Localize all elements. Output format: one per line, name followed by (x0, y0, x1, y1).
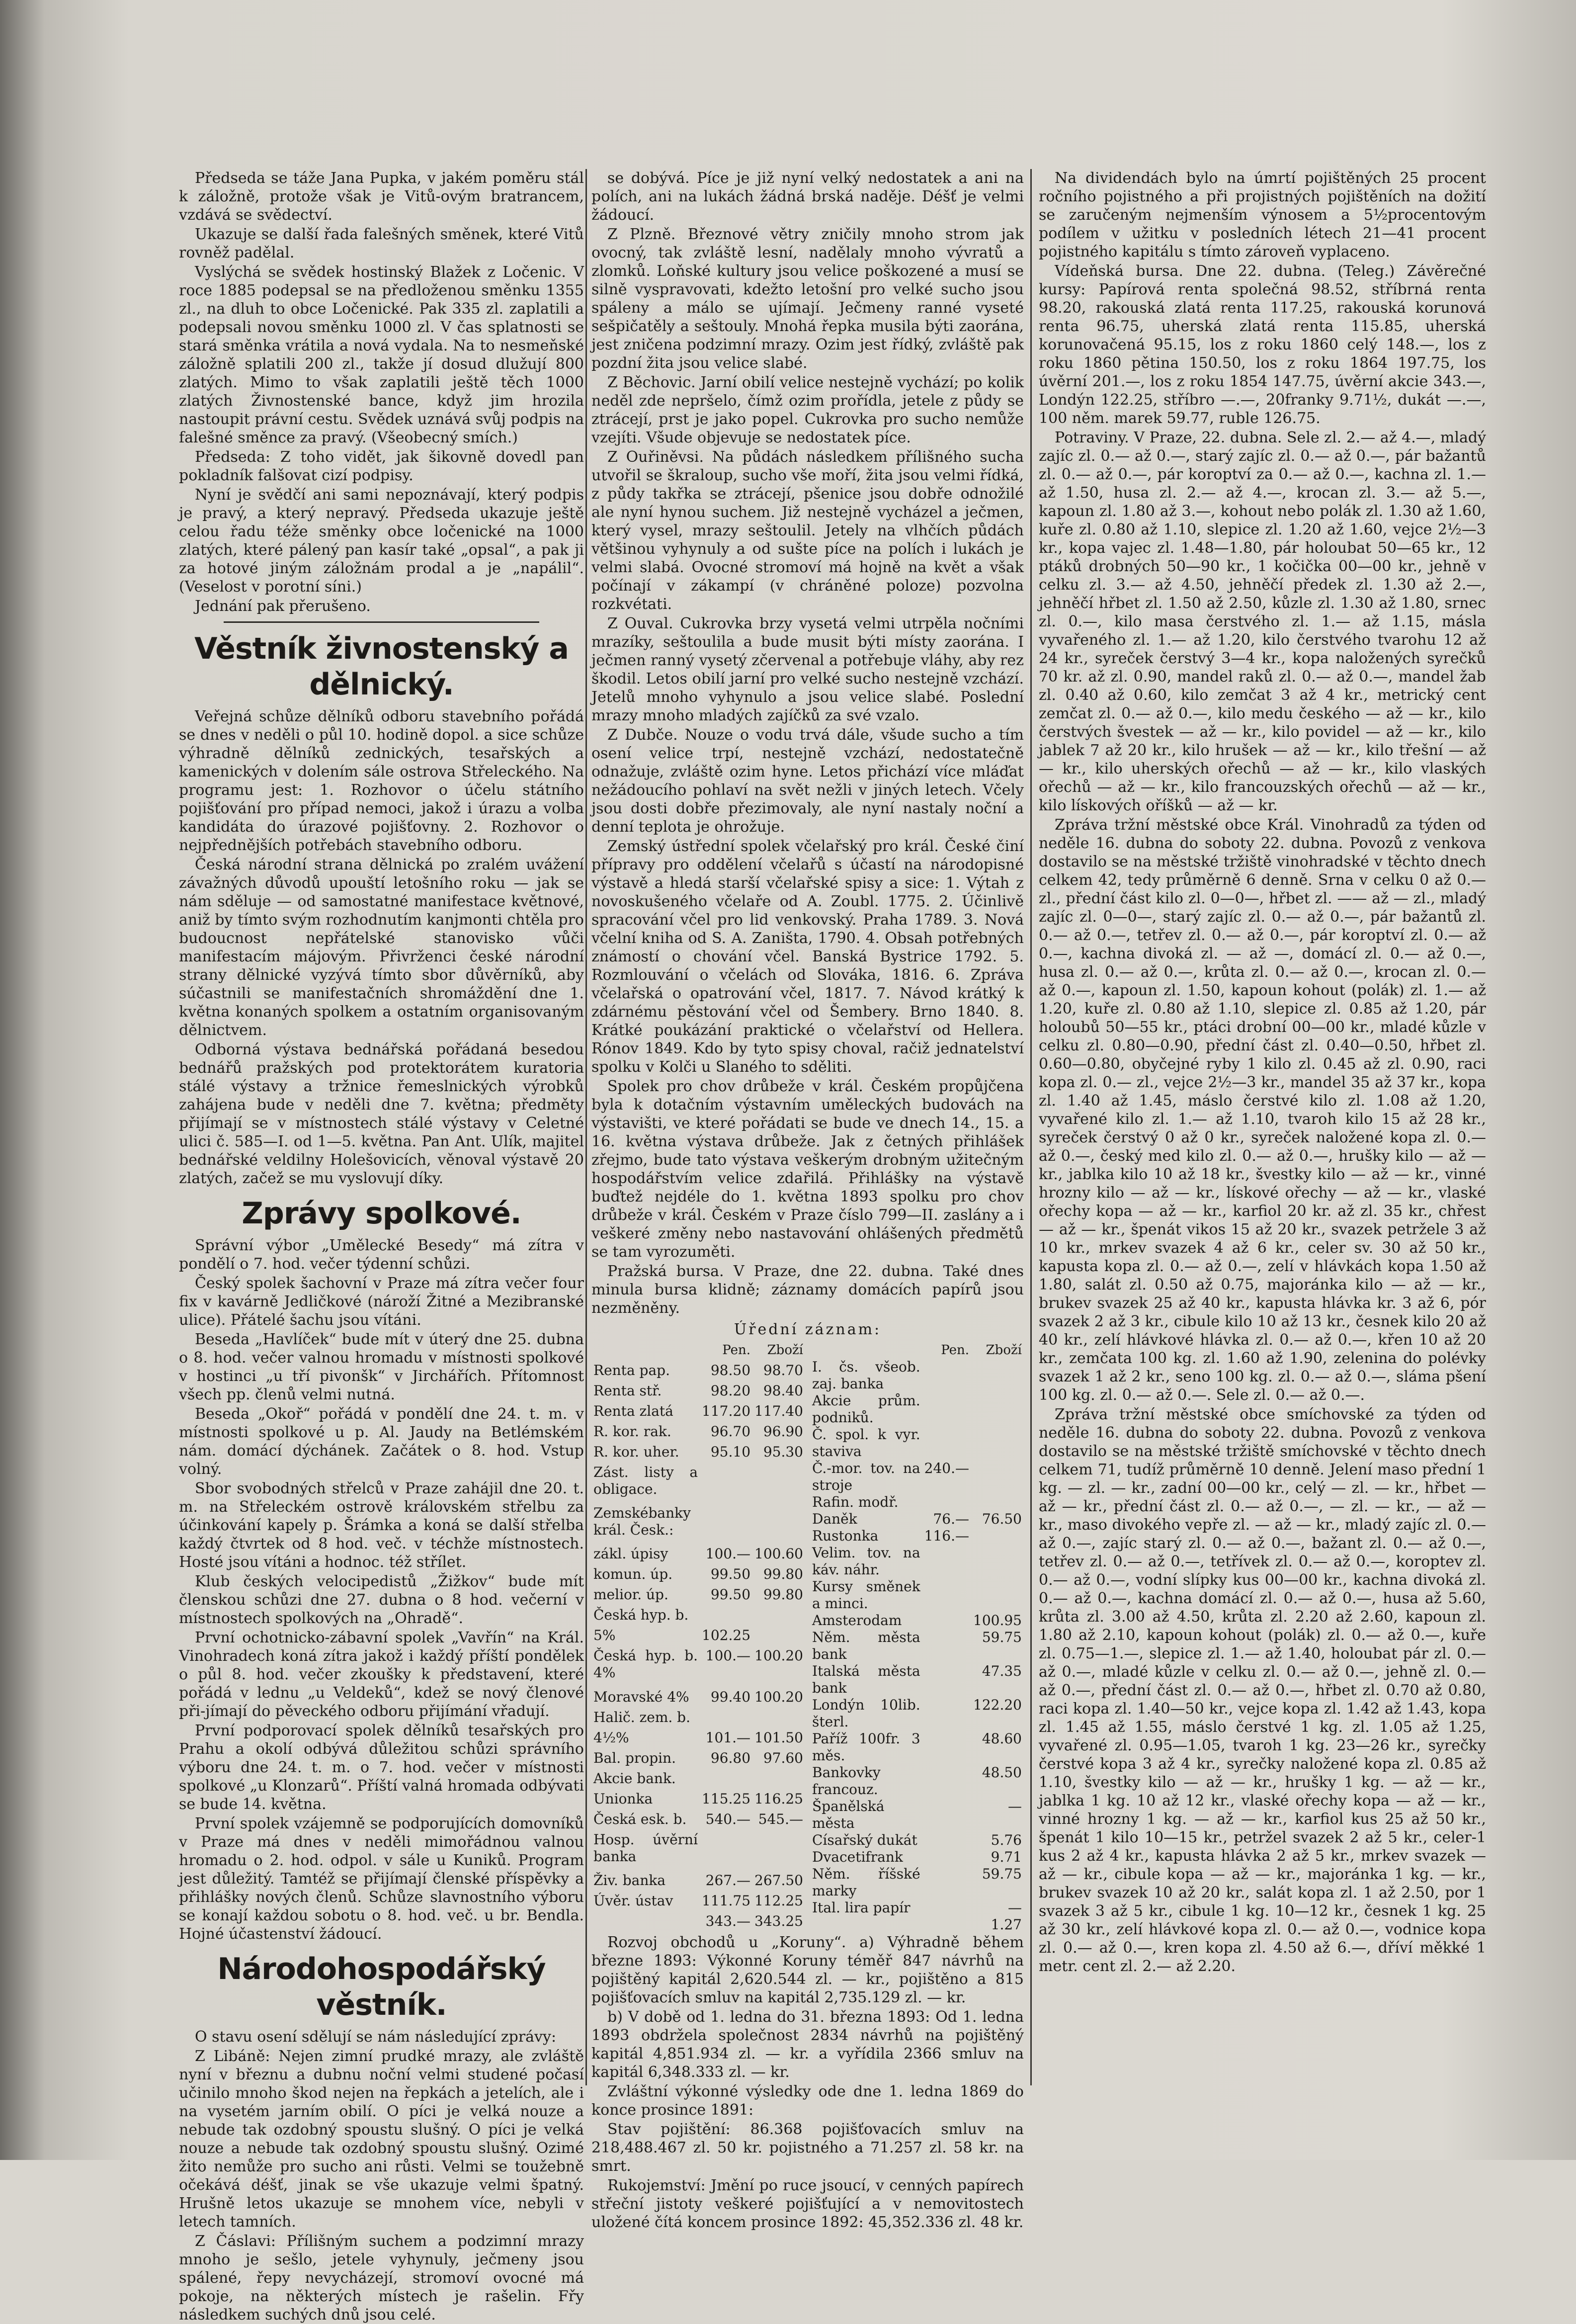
table-cell: 47.35 (982, 1663, 1022, 1679)
table-cell: 96.70 (710, 1423, 751, 1440)
paragraph: Beseda „Okoř“ pořádá v pondělí dne 24. t. m. v místnosti spolkové u p. Al. Jaudy na Betlémském nám. domácí dýchánek. Začátek o 8. hod. Vstup volný. (179, 1405, 584, 1478)
table-cell (922, 1832, 971, 1849)
bourse-table-left (591, 1342, 805, 1933)
paragraph: Český spolek šachovní v Praze má zítra večer four fix v kavárně Jedličkové (nároží Žitné a Mezibranské ulice). Přátelé šachu jsou vítáni. (179, 1275, 584, 1329)
table-cell (922, 1359, 971, 1392)
paragraph: Veřejná schůze dělníků odboru stavebního pořádá se dnes v neděli o půl 10. hodině dopol. a sice schůze výhradně dělníků zednických, tesařských a kamenických v dolením sále ostrova Střeleckého. Na programu jest: 1. Rozhovor o účelu státního pojišťování pro případ nemoci, jakož i úrazu a volba kandidáta do úrazové pojišťovny. 2. Rozhovor o nejpřednějších potřebách stavebního odboru. (179, 708, 584, 854)
table-cell (922, 1426, 971, 1460)
paragraph: Pražská bursa. V Praze, dne 22. dubna. Také dnes minula bursa klidně; záznamy domácích papírů jsou nezměněny. (591, 1263, 1024, 1317)
table-row (591, 1546, 805, 1566)
table-cell (700, 1464, 752, 1505)
table-cell (591, 1913, 700, 1933)
table-cell: 48.60 (982, 1730, 1022, 1747)
table-cell: Španělská města (812, 1798, 885, 1831)
table-cell: 59.75 (982, 1866, 1022, 1882)
table-cell (922, 1629, 971, 1663)
table-cell: Něm. města bank (812, 1629, 920, 1662)
table-row (591, 1811, 805, 1831)
table-row (810, 1426, 1024, 1460)
table-row (591, 1586, 805, 1607)
table-cell: Rafin. modř. (812, 1494, 899, 1510)
table-cell (700, 1831, 752, 1872)
paragraph: b) V době od 1. ledna do 31. března 1893: Od 1. ledna 1893 obdržela společnost 2834 návrhů na pojištěný kapitál 4,851.934 zl. — kr. a vyřídila 2366 smluv na kapitál 6,348.333 zl. — kr. (591, 2008, 1024, 2081)
section-divider (224, 621, 539, 623)
paragraph: Odborná výstava bednářská pořádaná besedou bednářů pražských pod protektorátem kuratoria stálé výstavy a tržnice řemeslnických výrobků zahájena bude v neděli dne 7. května; předměty přijímají se v místnostech stálé výstavy v Celetné ulici č. 585—I. od 1—5. května. Pan Ant. Ulík, majitel bednářské veldilny Holešovicích, věnoval výstavě 20 zlatých, začež se mu vyslovují díky. (179, 1041, 584, 1187)
column-header: Pen. (722, 1343, 751, 1358)
paragraph: Zvláštní výkonné výsledky ode dne 1. ledna 1869 do konce prosince 1891: (591, 2083, 1024, 2119)
table-cell (922, 1866, 971, 1899)
table-row (810, 1849, 1024, 1866)
paragraph: Ukazuje se další řada falešných směnek, které Vitů rovněž padělal. (179, 226, 584, 261)
paragraph: Z Čáslavi: Přílišným suchem a podzimní mrazy mnoho je sešlo, jetele vyhynuly, ječmeny jsou spálené, řepy nevycházejí, stromoví ovocné má pokoje, na některých místech je rašelin. Fřy následkem suchých dnů jsou celé. (179, 2233, 584, 2324)
table-cell (752, 1627, 805, 1647)
table-cell: Česká esk. b. (593, 1810, 687, 1827)
section-title: Národohospodářský věstník. (217, 1952, 546, 2022)
table-cell: 5.76 (991, 1832, 1022, 1848)
table-cell: 101.— (705, 1729, 751, 1746)
table-cell: 100.60 (754, 1546, 803, 1562)
paragraph: První spolek vzájemně se podporujících domovníků v Praze má dnes v neděli mimořádnou valnou hromadu o 2. hod. odpol. v sále u Kuniků. Program jest důležitý. Tamtéž se přijímají členské příspěvky a přihlášky nových členů. Schůze slavnostního výboru se konají každou sobotu o 8. hod. več. u br. Bendla. Hojné účastenství žádoucí. (179, 1815, 584, 1943)
table-cell: 99.50 (710, 1586, 751, 1603)
table-cell (700, 1709, 752, 1729)
table-cell: Italská města bank (812, 1663, 920, 1696)
table-row (810, 1545, 1024, 1578)
table-cell: 100.20 (754, 1688, 803, 1705)
table-cell: 267.— (705, 1872, 751, 1889)
paragraph: Z Libáně: Nejen zimní prudké mrazy, ale zvláště nyní v březnu a dubnu noční velmi studené počasí učinilo mnoho škod nejen na řepkách a jetelích, ale i na vysetém jarním obilí. O píci je velká nouze a nebude tak ozdobný spoustu slušný. O píci je velká nouze a nebude tak ozdobný spoustu slušný. Ozimé žito nemůže pro sucho ani růsti. Velmi se toužebně očekává déšť, jinak se vše ukazuje velmi špatný. Hrušně letos ukazuje se mnohem více, nebyli v letech tamních. (179, 2048, 584, 2231)
table-cell: 100.95 (973, 1612, 1022, 1629)
table-cell: 116.— (924, 1528, 970, 1544)
table-row (810, 1916, 1024, 1933)
table-row (591, 1505, 805, 1546)
paragraph: Nyní je svědčí ani sami nepoznávají, který podpis je pravý, a který nepravý. Předseda ukazuje ještě celou řadu téže směnky obce ločenické na 1000 zlatých, které pálený pan kasír také „opsal“, a pak ji za hotové jiným záložnám prodal a je „napálil“. (Veselost v porotní síni.) (179, 486, 584, 596)
table-cell (922, 1798, 971, 1832)
table-cell: 116.25 (754, 1790, 803, 1807)
table-cell: 112.25 (754, 1892, 803, 1909)
table-cell: 240.— (924, 1460, 970, 1476)
table-row (591, 1607, 805, 1627)
table-row (810, 1494, 1024, 1511)
paragraph: Správní výbor „Umělecké Besedy“ má zítra v pondělí o 7. hod. večer týdenní schůzi. (179, 1237, 584, 1273)
table-cell (922, 1849, 971, 1866)
table-cell: Akcie prům. podniků. (812, 1392, 920, 1426)
paragraph: Zpráva tržní městské obce Král. Vinohradů za týden od neděle 16. dubna do soboty 22. dubna. Povozů z venkova dostavilo se na městské tržiště vinohradské v těchto dnech celkem 42, tedy průměrně 6 denně. Srna v celku 0 až 0.— zl., přední část kilo zl. 0—0—, hřbet zl. —— až — zl., mladý zajíc zl. 0—0—, starý zajíc zl. 0.— až 0.—, pár bažantů zl. 0.— až 0.—, tetřev zl. 0.— až 0.—, pár koroptví zl. 0.— až 0.—, kachna divoká zl. — až —, domácí zl. 0.— až 0.—, husa zl. 0.— až 0.—, krůta zl. 0.— až 0.—, krocan zl. 0.— až 0.—, kapoun zl. 1.50, kapoun kohout (polák) zl. 1.— až 1.20, kuře zl. 0.80 až 1.10, slepice zl. 0.85 až 1.20, pár holoubů 50—55 kr., ptáci drobní 00—00 kr., mladé kůzle v celku zl. 0.80—0.90, přední část zl. 0.40—0.50, hřbet zl. 0.60—0.80, obyčejné ryby 1 kilo zl. 0.45 až zl. 0.90, raci kopa zl. 0.— zl., vejce 2½—3 kr., mandel 35 až 37 kr., kopa zl. 1.40 až 1.45, máslo čerstvé kilo zl. 1.08 až 1.20, vyvařené kilo zl. 1.— až 1.10, tvaroh kilo 15 až 28 kr., syreček čerstvý 0 až 0 kr., syreček naložené kopa zl. 0.— až 0.—, český med kilo zl. 0.— až 0.—, hrušky kilo — až — kr., jablka kilo 10 až 18 kr., švestky kilo — až — kr., vinné hrozny kilo — až — kr., lískové ořechy — až — kr., vlaské ořechy kopa — až — kr., karfiol 20 kr. až zl. 35 kr., chřest — až — kr., špenát vikos 15 až 20 kr., svazek petržele 3 až 10 kr., mrkev svazek 4 až 6 kr., celer sv. 30 až 50 kr., kapusta kopa zl. 0.— až 0.—, zelí v hlávkách kopa 1.50 až 1.80, salát zl. 0.50 až 0.75, majoránka kilo — až — kr., brukev svazek 25 až 40 kr., kapusta hlávka kr. 3 až 6, pór svazek 2 až 3 kr., cibule kilo 10 až 13 kr., česnek kilo 20 až 40 kr., zelí hlávkové hlávka zl. 0.— až 0.—, křen 10 až 20 kr., zemčata 100 kg. zl. 1.60 až 1.90, zelenina do polévky svazek 1 až 2 kr., seno 100 kg. zl. 0.— až 0.—, sláma pšení 100 kg. zl. 0.— až 0.—. Sele zl. 0.— až 0.—. (1039, 816, 1486, 1404)
paragraph: Rozvoj obchodů u „Koruny“. a) Výhradně během březne 1893: Výkonné Koruny téměř 847 návrhů na pojištěný kapitál 2,620.544 zl. — kr., pojištěno a 815 pojišťovacích smluv na kapitál 2,735.129 zl. — kr. (591, 1934, 1024, 2006)
table-row (591, 1689, 805, 1709)
table-cell: 98.70 (763, 1362, 803, 1379)
table-cell: Londýn 10lib. šterl. (812, 1697, 920, 1730)
column-2 (591, 169, 1024, 2231)
bourse-table-title: Úřední záznam: (734, 1321, 882, 1338)
table-cell: 100.— (705, 1546, 751, 1562)
table-cell: 5% (593, 1627, 616, 1644)
table-cell: Renta zlatá (593, 1403, 673, 1420)
paragraph: Zemský ústřední spolek včelařský pro král. České činí přípravy pro oddělení včelařů s účastí na národopisné výstavě a hledá starší včelařské spisy a sice: 1. Výtah z novoskušeného včelaře od A. Zoubl. 1775. 2. Účinlivě spracování včel pro lid venkovský. Praha 1789. 3. Nová včelní kniha od S. A. Zaništa, 1790. 4. Obsah potřebných známostí o chování včel. Banská Bystrice 1792. 5. Rozmlouvání o včelách od Slováka, 1816. 6. Zpráva včelařská o opatrování včel, 1817. 7. Návod krátký k zdárnému pěstování včel od Šembery. Brno 1840. 8. Krátké poukázání praktické o včelařství od Hellera. Rónov 1849. Kdo by tyto spisy choval, račiž jednatelství spolku v Kolči u Slaného to sděliti. (591, 838, 1024, 1076)
table-cell: Renta pap. (593, 1362, 670, 1379)
table-cell (971, 1392, 1024, 1426)
table-cell: Halič. zem. b. (593, 1709, 691, 1725)
column-header: Pen. (941, 1343, 970, 1358)
paragraph: Předseda se táže Jana Pupka, v jakém poměru stál k záložně, protože však je Vitů-ovým bratrancem, vzdává se svědectví. (179, 170, 584, 224)
table-row (591, 1403, 805, 1423)
table-row (591, 1423, 805, 1444)
table-cell: Č.-mor. tov. na stroje (812, 1460, 920, 1493)
section-title: Věstník živnostenský a dělnický. (194, 631, 569, 702)
paragraph: Z Běchovic. Jarní obilí velice nestejně vychází; po kolik neděl zde nepršelo, čímž ozim prořídla, jetele z půdy se ztrácejí, prst je jako popel. Cukrovka pro sucho nemůže vzejíti. Všude objevuje se nedostatek píce. (591, 374, 1024, 446)
column-header: Zboží (767, 1343, 803, 1358)
bourse-table-right (810, 1342, 1024, 1933)
paragraph: První podporovací spolek dělníků tesařských pro Prahu a okolí odbývá důležitou schůzi správního výboru dne 24. t. m. o 7. hod. večer v místnosti spolkové „u Klonzarů“. Příští valná hromada odbývati se bude 14. května. (179, 1722, 584, 1813)
paragraph: Potraviny. V Praze, 22. dubna. Sele zl. 2.— až 4.—, mladý zajíc zl. 0.— až 0.—, starý zajíc zl. 0.— až 0.—, pár bažantů zl. 0.— až 0.—, pár koroptví za 0.— až 0.—, kachna zl. 1.— až 1.50, husa zl. 2.— až 4.—, krocan zl. 3.— až 5.—, kapoun zl. 1.80 až 3.—, kohout nebo polák zl. 1.30 až 1.60, kuře zl. 0.80 až 1.10, slepice zl. 1.20 až 1.60, vejce 2½—3 kr., kopa vajec zl. 1.48—1.80, pár holoubat 50—65 kr., 12 ptáků drobných 50—90 kr., 1 kočička 00—00 kr., jehně v celku zl. 3.— až 4.50, jehněčí předek zl. 1.30 až 2.—, jehněčí hřbet zl. 1.50 až 2.50, kůzle zl. 1.30 až 1.80, srnec zl. 0.—, kilo masa čerstvého zl. 1.— až 1.15, másla vyvařeného zl. 1.— až 1.20, kilo čerstvého tvarohu 12 až 24 kr., syreček čerstvý 3—4 kr., kopa naložených syrečků 70 kr. až zl. 0.90, mandel raků zl. 0.— až 0.—, mandel žab zl. 0.40 až 0.60, kilo zemčat 3 až 4 kr., metrický cent zemčat zl. 0.— až 0.—, kilo medu českého — až — kr., kilo čerstvých švestek — až — kr., kilo povidel — až — kr., kilo jablek 7 až 20 kr., kilo hrušek — až — kr., kilo třešní — až — kr., kilo uherských ořechů — až — kr., kilo vlaských ořechů — až — kr., kilo francouzských ořechů — až — kr., kilo lískových oříšků — až — kr. (1039, 429, 1486, 814)
table-cell: Česká hyp. b. 4% (593, 1647, 698, 1681)
table-cell (752, 1831, 805, 1872)
table-row (591, 1464, 805, 1505)
table-cell: Něm. říšské marky (812, 1866, 920, 1899)
table-cell: Bankovky francouz. (812, 1764, 881, 1798)
table-cell (971, 1578, 1024, 1612)
table-cell: Úvěr. ústav (593, 1892, 673, 1909)
table-row (810, 1697, 1024, 1730)
table-cell (922, 1545, 971, 1578)
table-cell: 101.50 (754, 1729, 803, 1746)
table-cell (922, 1730, 971, 1764)
table-row (810, 1392, 1024, 1426)
table-cell: 97.60 (763, 1749, 803, 1766)
table-cell: 9.71 (991, 1849, 1022, 1865)
table-cell: 343.— (705, 1912, 751, 1929)
table-row (591, 1382, 805, 1403)
table-cell (971, 1545, 1024, 1578)
table-row (810, 1764, 1024, 1798)
table-cell: komun. úp. (593, 1566, 673, 1583)
table-row (810, 1663, 1024, 1697)
table-cell: Č. spol. k vyr. staviva (812, 1426, 920, 1460)
paragraph: Z Ouřiněvsi. Na půdách následkem přílišného sucha utvořil se škraloup, sucho vše moří, žita jsou velmi řídká, z půdy takřka se ztrácejí, pšenice jsou dobře odnožilé ale nyní hynou suchem. Již nestejně vycházel a ječmen, který vysel, mrazy seštoulil. Jetely na vlhčích půdách většinou vyhynuly a od sušte píce na polích i lukách je velmi slabá. Ovocné stromoví má hojně na květ a však počínají v zákampí (v chráněné poloze) pozvolna rozkvétati. (591, 448, 1024, 613)
table-cell: 76.— (933, 1511, 970, 1527)
table-row (810, 1460, 1024, 1494)
table-cell: Akcie bank. (593, 1770, 676, 1787)
table-cell: — (1008, 1798, 1022, 1814)
table-cell (922, 1392, 971, 1426)
table-cell (752, 1770, 805, 1791)
table-row (591, 1893, 805, 1913)
table-cell (752, 1607, 805, 1627)
table-cell: R. kor. uher. (593, 1444, 679, 1461)
paragraph: Spolek pro chov drůbeže v král. Českém propůjčena byla k dotačním výstavním uměleckých budovách na výstavišti, ve které pořádati se bude ve dnech 14., 15. a 16. května výstava drůbeže. Jak z četných přihlášek zřejmo, bude tato výstava veškerým drobným užitečným hospodářstvím velice zdařilá. Přihlášky na výstavě buďtež nejdéle do 1. května 1893 spolku pro chov drůbeže v král. Českém v Praze číslo 799—II. zaslány a i veškeré změny nebo nastavování ohlášených předmětů se tam vyrozuměti. (591, 1078, 1024, 1261)
table-cell (922, 1663, 971, 1697)
table-cell: 59.75 (982, 1629, 1022, 1645)
table-cell (922, 1697, 971, 1730)
table-cell: 98.40 (763, 1382, 803, 1399)
table-cell: Hosp. úvěrní banka (593, 1831, 698, 1865)
table-row (810, 1730, 1024, 1764)
table-row (810, 1612, 1024, 1629)
table-row (591, 1444, 805, 1464)
table-row (591, 1872, 805, 1893)
table-cell: 76.50 (982, 1511, 1022, 1527)
paragraph: Klub českých velocipedistů „Žižkov“ bude mít členskou schůzi dne 27. dubna o 8 hod. večerní v místnostech spolkových na „Ohradě“. (179, 1573, 584, 1627)
table-row (591, 1627, 805, 1647)
table-cell: Unionka (593, 1790, 653, 1807)
table-row (591, 1362, 805, 1382)
table-cell: 99.40 (710, 1688, 751, 1705)
table-cell: Velim. tov. na káv. náhr. (812, 1545, 920, 1578)
table-header-row (591, 1342, 805, 1362)
table-cell (971, 1359, 1024, 1392)
table-row (810, 1629, 1024, 1663)
table-cell (700, 1505, 752, 1546)
table-cell: 48.50 (982, 1764, 1022, 1781)
table-cell: Dvacetifrank (812, 1849, 903, 1865)
table-cell (922, 1764, 971, 1798)
table-cell: 98.20 (710, 1382, 751, 1399)
column-header (810, 1342, 922, 1359)
table-row (591, 1791, 805, 1811)
table-row (810, 1528, 1024, 1545)
paragraph: Vídeňská bursa. Dne 22. dubna. (Teleg.) Závěrečné kursy: Papírová renta společná 98.52, stříbrná renta 98.20, rakouská zlatá renta 117.25, rakouská korunová renta 96.75, uherská zlatá renta 115.85, uherská korunovačená 95.15, los z roku 1860 celý 148.—, los z roku 1860 pětina 150.50, los z roku 1864 197.75, los úvěrní 201.—, los z roku 1854 147.75, úvěrní akcie 343.—, Londýn 122.25, stříbro —.—, 20franky 9.71½, dukát —.—, 100 něm. marek 59.77, ruble 126.75. (1039, 262, 1486, 427)
table-cell (971, 1494, 1024, 1511)
table-cell (700, 1770, 752, 1791)
paragraph: Zpráva tržní městské obce smíchovské za týden od neděle 16. dubna do soboty 22. dubna. Povozů z venkova dostavilo se na městské tržiště smíchovské v těchto dnech celkem 71, tudíž průměrně 10 denně. Jelení maso přední 1 kg. — zl. — kr., zadní 00—00 kr., celý — zl. — kr., hřbet — až — kr., přední část zl. 0.— až 0.—, — zl. — kr., — až — kr., maso divokého vepře zl. — až — kr., mladý zajíc zl. 0.— až 0.—, zajíc starý zl. 0.— až 0.—, bažant zl. 0.— až 0.—, tetřev zl. 0.— až 0.—, tetřívek zl. 0.— až 0.—, koroptev zl. 0.— až 0.—, vodní slípky kus 00—00 kr., kachna divoká zl. 0.— až 0.—, kachna domácí zl. 0.— až 0.—, husa až 5.60, krůta zl. 3.00 až 4.50, krůta zl. 2.20 až 2.60, kapoun zl. 1.80 až 2.10, kapoun kohout (polák) zl. 0.— až 0.—, kuře zl. 0.75—1.—, slepice zl. 1.— až 1.40, holoubat pár zl. 0.— až 0.—, mladé kůzle v celku zl. 0.— až 0.—, jehně zl. 0.— až 0.—, přední část zl. 0.— až 0.—, hřbet zl. 0.70 až 0.80, raci kopa zl. 1.40—50 kr., vejce kopa zl. 1.42 až 1.43, kopa zl. 1.45 až 1.55, máslo čerstvé 1 kg. zl. 1.05 až 1.25, vyvařené zl. 0.95—1.05, tvaroh 1 kg. 23—26 kr., syrečky čerstvé kopa 3 až 4 kr., syrečky naložené kopa zl. 0.85 až 1.10, švestky kilo — až — kr., hrušky 1 kg. — až — kr., jablka 1 kg. 10 až 12 kr., vlaské ořechy kopa — až — kr., vinné hrozny 1 kg. — až — kr., karfiol kus 25 až 50 kr., špenát 1 kilo 10—15 kr., petržel svazek 2 až 5 kr., celer-1 kus 2 až 4 kr., kapusta hlávka 2 až 5 kr., mrkev svazek — až — kr., cibule kopa — až — kr., majoránka 1 kg. — kr., brukev svazek 10 až 20 kr., salát kopa zl. 1 až 2.50, por 1 svazek 3 až 5 kr., cibule 1 kg. 10—12 kr., česnek 1 kg. 25 až 30 kr., zelí hlávkové kopa zl. 0.— až 0.—, vodnice kopa zl. 0.— až 0.—, kren kopa zl. 4.50 až 6.—, dříví měkké 1 metr. cent zl. 2.— až 2.20. (1039, 1406, 1486, 1975)
table-cell: 545.— (758, 1810, 803, 1827)
table-cell: Amsterodam (812, 1612, 902, 1629)
paragraph: Z Dubče. Nouze o vodu trvá dále, všude sucho a tím osení velice trpí, nestejně vzchází, nedostatečně odnažuje, zvláště ozim hyne. Letos přichází více mláďat nežádoucího pohlaví na svět nežli v jiných letech. Včely jsou dosti dobře přezimovaly, ale nyní nastaly noční a denní teplota je ohrožuje. (591, 726, 1024, 836)
table-cell: 117.40 (754, 1403, 803, 1420)
table-cell: 122.20 (973, 1697, 1022, 1713)
paragraph: Vyslýchá se svědek hostinský Blažek z Ločenic. V roce 1885 podepsal se na předloženou směnku 1355 zl., na dluh to obce Ločenické. Pak 335 zl. zaplatili a podepsali novou směnku 1000 zl. V čas splatnosti se stará směnka vrátila a nová vydala. Na to nesmeňské záložně splatili 200 zl., takže jí dosud dlužují 800 zlatých. Mimo to však zaplatili ještě těch 1000 zlatých Živnostenské bance, když jim hrozila nastoupit právní cestu. Svědek uznává svůj podpis na falešné směnce za pravý. (Všeobecný smích.) (179, 263, 584, 446)
table-row (810, 1832, 1024, 1849)
table-row (591, 1709, 805, 1729)
table-cell (752, 1505, 805, 1546)
table-cell (922, 1578, 971, 1612)
bourse-tables (591, 1342, 1024, 1933)
table-cell: 115.25 (702, 1790, 751, 1807)
table-cell: Rustonka (812, 1528, 879, 1544)
table-cell (752, 1709, 805, 1729)
table-cell: 1.27 (991, 1916, 1022, 1933)
paragraph: Z Ouval. Cukrovka brzy vysetá velmi utrpěla nočními mrazíky, seštoulila a bude musit býti místy zaorána. I ječmen ranný vysetý zčervenal a potřebuje vláhy, aby rez škodil. Letos obilí jarní pro velké sucho nestejně vzchází. Jetelů mnoho vyhynulo a jsou velice slabé. Poslední mrazy mnoho mladých zajíčků za své vzalo. (591, 615, 1024, 724)
table-row (591, 1729, 805, 1750)
column-rule (1030, 169, 1032, 2085)
table-cell: Moravské 4% (593, 1688, 689, 1705)
paragraph: Sbor svobodných střelců v Praze zahájil dne 20. t. m. na Střeleckém ostrově královském střelbu za účinkování kapely p. Šrámka a koná se další střelba každý čtvrtek od 8 hod. več. v téchže místnostech. Hosté jsou vítáni a hodnoc. též střílet. (179, 1480, 584, 1571)
table-row (591, 1750, 805, 1770)
paragraph: Jednání pak přerušeno. (195, 598, 371, 615)
table-cell: 102.25 (702, 1627, 751, 1644)
table-row (810, 1866, 1024, 1899)
table-row (591, 1566, 805, 1586)
table-cell: 4½% (593, 1729, 629, 1746)
table-cell: 99.50 (710, 1566, 751, 1583)
table-cell: 96.80 (710, 1749, 751, 1766)
table-cell: Bal. propin. (593, 1749, 676, 1766)
table-cell (752, 1464, 805, 1505)
table-cell (971, 1426, 1024, 1460)
paragraph: se dobývá. Píce je již nyní velký nedostatek a ani na polích, ani na lukách žádná brská naděje. Déšť je velmi žádoucí. (591, 170, 1024, 224)
table-row (810, 1798, 1024, 1832)
table-cell: Ital. lira papír (812, 1899, 911, 1916)
table-cell: 95.10 (710, 1444, 751, 1461)
table-cell (922, 1916, 971, 1933)
paragraph: Z Plzně. Březnové větry zničily mnoho strom jak ovocný, tak zvláště lesní, nadělaly mnoho vývratů a zlomků. Loňské kultury jsou velice poškozené a musí se silně vyspravovati, kdežto letošní pro velké sucho jsou spáleny a málo se ujímají. Ječmeny ranné vyseté sešpičatěly a seštouly. Mnohá řepka musila býti zaorána, jest zničena podzimní mrazy. Ozim jest řídký, zvláště pak pozdní žita jsou velice slabé. (591, 226, 1024, 372)
paragraph: O stavu osení sdělují se nám následující zprávy: (195, 2028, 557, 2046)
table-cell (810, 1916, 922, 1933)
table-cell: Císařský dukát (812, 1832, 917, 1848)
table-cell (971, 1460, 1024, 1494)
table-row (810, 1359, 1024, 1392)
table-row (810, 1511, 1024, 1528)
column-header: Zboží (986, 1343, 1022, 1358)
paragraph: První ochotnicko-zábavní spolek „Vavřín“ na Král. Vinohradech koná zítra jakož i každý příští pondělek o půl 8. hod. večer zkoušky k představení, které pořádá v lednu „u Veldeků“, kdež se nový členové při-jímají do pěveckého odboru přijímání vřadují. (179, 1629, 584, 1720)
table-cell: Živ. banka (593, 1872, 666, 1889)
table-cell: 111.75 (702, 1892, 751, 1909)
table-cell: melior. úp. (593, 1586, 668, 1603)
table-cell (922, 1612, 971, 1629)
table-cell: 98.50 (710, 1362, 751, 1379)
paragraph: Stav pojištění: 86.368 pojišťovacích smluv na 218,488.467 zl. 50 kr. pojistného a 71.257 zl. 58 kr. na smrt. (591, 2121, 1024, 2175)
paragraph: Česká národní strana dělnická po zralém uvážení závažných důvodů upouští letošního roku — jak se nám sděluje — od samostatné manifestace květnové, aniž by tímto svým rozhodnutím kanjmonti chtěla pro budoucnost nepřátelské stanovisko vůči manifestacím májovým. Přivrženci české národní strany dělnické vyzývá tímto sbor důvěrníků, aby súčastnili se manifestačních shromáždění dne 1. května konaných spolkem a ostatním organisovaným dělnictvem. (179, 856, 584, 1039)
table-cell: 99.80 (763, 1586, 803, 1603)
table-cell: 96.90 (763, 1423, 803, 1440)
table-row (591, 1831, 805, 1872)
table-cell: I. čs. všeob. zaj. banka (812, 1359, 920, 1392)
table-cell: Zást. listy a obligace. (593, 1464, 698, 1498)
table-cell: Zemskébanky král. Česk.: (593, 1505, 691, 1539)
table-cell: 100.20 (754, 1647, 803, 1664)
column-1 (179, 169, 584, 2324)
table-cell (700, 1607, 752, 1627)
table-cell: Česká hyp. b. (593, 1607, 689, 1624)
table-cell: zákl. úpisy (593, 1546, 668, 1562)
table-cell: 267.50 (754, 1872, 803, 1889)
paragraph: Beseda „Havlíček“ bude mít v úterý dne 25. dubna o 8. hod. večer valnou hromadu v místnosti spolkové v hostinci „u tří pivonšk“ v Jirchářích. Přítomnost všech pp. členů velmi nutná. (179, 1331, 584, 1403)
table-cell: Paříž 100fr. 3 měs. (812, 1730, 920, 1764)
table-cell: R. kor. rak. (593, 1423, 671, 1440)
paragraph: Na dividendách bylo na úmrtí pojištěných 25 procent ročního pojistného a při projistných pojištěních na dožití se zaručeným nejmenším výnosem a 5½procentovým podílem v užitku v posledních létech 21—41 procent pojistného kapitálu s tímto zároveň vyplaceno. (1039, 170, 1486, 260)
table-row (810, 1578, 1024, 1612)
column-rule (585, 169, 587, 2085)
table-cell: — (1008, 1899, 1022, 1916)
table-cell (971, 1528, 1024, 1545)
paragraph: Rukojemství: Jmění po ruce jsoucí, v cenných papírech střeční jistoty veškeré pojišťující a v nemovitostech uložené čítá koncem prosince 1892: 45,352.336 zl. 48 kr. (591, 2177, 1024, 2231)
column-3 (1039, 169, 1486, 2085)
table-cell: 99.80 (763, 1566, 803, 1583)
column-header (591, 1342, 700, 1362)
table-cell: Renta stř. (593, 1382, 662, 1399)
table-cell: 540.— (705, 1810, 751, 1827)
table-header-row (810, 1342, 1024, 1359)
table-row (591, 1770, 805, 1791)
paragraph: Předseda: Z toho vidět, jak šikovně dovedl pan pokladník falšovat cizí podpisy. (179, 448, 584, 484)
table-cell: 117.20 (702, 1403, 751, 1420)
table-cell (922, 1494, 971, 1511)
section-title: Zprávy spolkové. (242, 1196, 521, 1231)
table-cell (922, 1899, 971, 1916)
table-cell: Daněk (812, 1511, 857, 1527)
table-cell: 100.— (705, 1647, 751, 1664)
table-cell: 343.25 (754, 1912, 803, 1929)
table-cell: Kursy směnek a minci. (812, 1578, 920, 1612)
table-row (591, 1647, 805, 1688)
table-row (810, 1899, 1024, 1916)
table-cell: 95.30 (763, 1444, 803, 1461)
table-row (591, 1913, 805, 1933)
